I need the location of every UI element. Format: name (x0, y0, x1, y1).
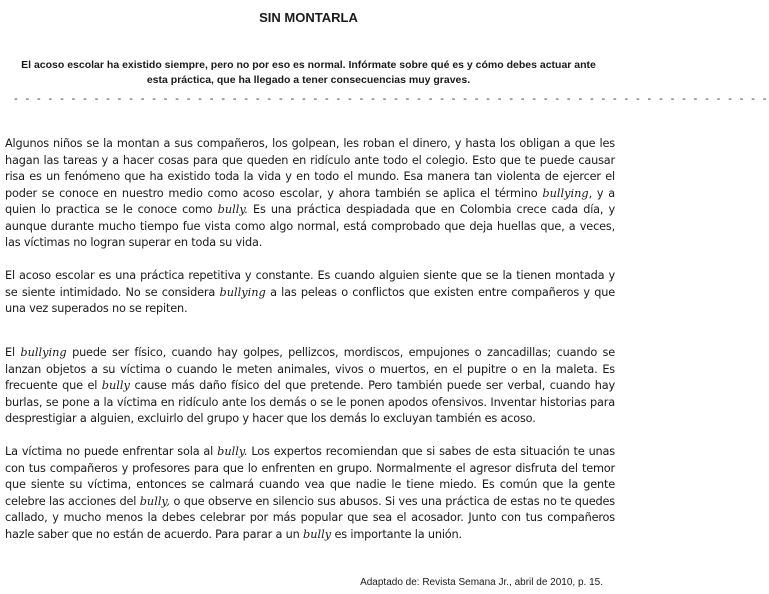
paragraph-4 (5, 444, 615, 543)
dashed-separator: - - - - - - - - - - - - - - - - - - - - - - - - - - - - - - - - - - - - - - - - - - - - - - - - - - - - - - - - - - - - - - - - - - (14, 93, 769, 105)
paragraph-text: El acoso escolar es una práctica repetitiva y constante. Es cuando alguien siente que se la tienen montada y se siente intimidado. No se considera (5, 269, 615, 299)
paragraph-text: La víctima no puede enfrentar sola al (5, 445, 218, 458)
italic-term: bully, (139, 494, 170, 508)
article-subtitle: El acoso escolar ha existido siempre, pero no por eso es normal. Infórmate sobre qué es y cómo debes actuar ante esta práctica, que ha llegado a tener consecuencias muy graves. (21, 59, 596, 86)
paragraph-text: Algunos niños se la montan a sus compañeros, los golpean, les roban el dinero, y hasta los obligan a que les hagan las tareas y a hacer cosas para que queden en ridículo ante todo el colegio. Esto que te puede causar risa es un fenómeno que ha existido toda la vida y en todo el mundo. Esa manera tan violenta de ejercer el poder se conoce en nuestro medio como acoso escolar, y ahora también se aplica el término (5, 137, 615, 200)
source-citation: Adaptado de: Revista Semana Jr., abril de 2010, p. 15. (360, 577, 603, 588)
italic-term: bullying (219, 285, 266, 299)
paragraph-1 (5, 136, 615, 252)
paragraph-2 (5, 268, 615, 318)
italic-term: bully (101, 379, 130, 392)
paragraph-3 (5, 345, 615, 428)
paragraph-text: puede ser físico, cuando hay golpes, pellizcos, mordiscos, empujones o zancadillas; cuando se lanzan objetos a su víctima o cuando le meten animales, vivos o muertos, en el pupitre o en la maleta. Es frecuente que el (5, 346, 615, 392)
paragraph-text: o que observe en silencio sus abusos. Si ves una práctica de estas no te quedes callado, y mucho menos la debes celebrar por más popular que sea el acosador. Junto con tus compañeros hazle saber que no están de acuerdo. Para parar a un (5, 494, 615, 541)
italic-term: bully (302, 527, 332, 541)
paragraph-text: cause más daño físico del que pretende. Pero también puede ser verbal, cuando hay burlas, se pone a la víctima en ridículo ante los demás o se le ponen apodos ofensivos. Inventar historias para desprestigiar a alguien, excluirlo del grupo y hacer que los demás lo excluyan también es acoso. (5, 379, 615, 425)
italic-term: bullying (20, 346, 67, 359)
paragraph-text: a las peleas o conflictos que existen entre compañeros y que una vez superados no se repiten. (5, 285, 615, 315)
paragraph-text: El (5, 346, 21, 359)
article-title: SIN MONTARLA (259, 10, 358, 25)
italic-term: bullying (542, 186, 589, 200)
paragraph-text: , y a quien lo practica se le conoce como (5, 186, 615, 216)
italic-term: bully. (217, 203, 248, 216)
paragraph-text: Es una práctica despiadada que en Colombia crece cada día, y aunque durante mucho tiempo fue vista como algo normal, está comprobado que deja huellas que, a veces, las víctimas no logran superar en toda su vida. (5, 203, 615, 249)
italic-term: bully. (217, 445, 248, 458)
paragraph-text: Los expertos recomiendan que si sabes de esta situación te unas con tus compañeros y profesores para que lo enfrenten en grupo. Normalmente el agresor disfruta del temor que siente su víctima, entonces se calmará cuando vea que nadie le tiene miedo. Es común que la gente celebre las acciones del (5, 445, 615, 508)
paragraph-text: es importante la unión. (331, 527, 462, 541)
